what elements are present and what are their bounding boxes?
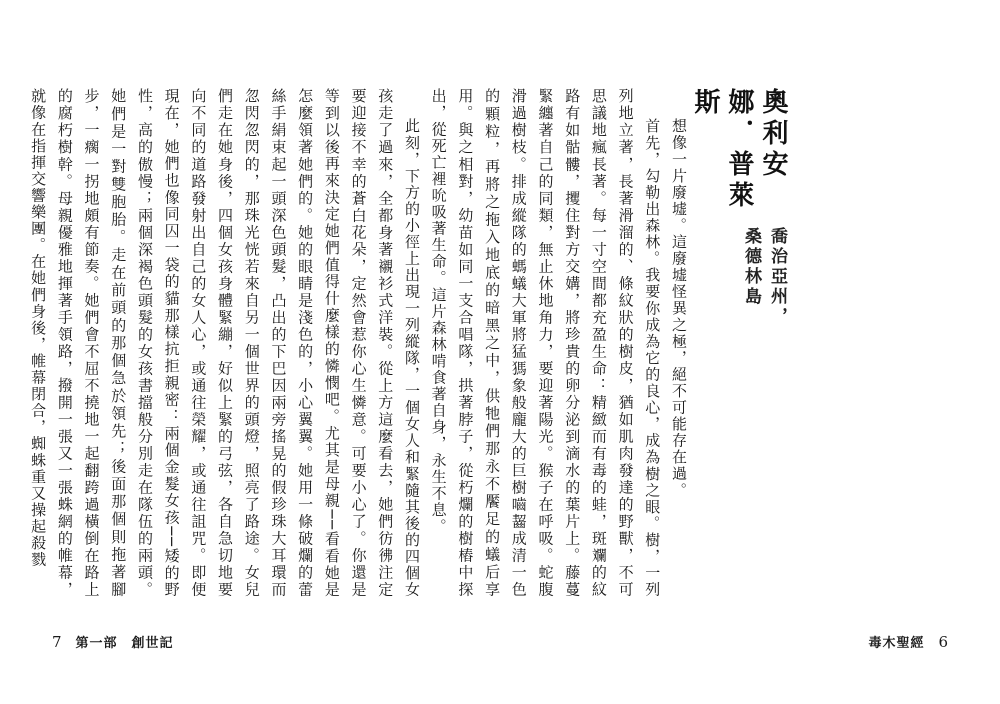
- body-text: [29, 88, 692, 598]
- chapter-subtitle: 喬治亞州，桑德林島: [741, 227, 787, 328]
- paragraph: 首先，勾勒出森林。我要你成為它的良心，成為樹之眼。樹，一列列地立著，長著滑溜的、條紋狀的樹皮，猶如肌肉發達的野獸，不可思議地瘋長著。每一寸空間都充盈生命：精緻而有毒的蛙，斑斕的紋路有如骷髏，攫住對方交媾，將珍貴的卵分泌到滴水的葉片上。藤蔓緊纏著自己的同類，無止休地角力，要迎著陽光。猴子在呼吸。蛇腹滑過樹枝。排成縱隊的螞蟻大軍將猛獁象般龐大的巨樹嚙齧成清一色的顆粒，再將之拖入地底的暗黑之中，供牠們那永不饜足的蟻后享用。與之相對，幼苗如同一支合唱隊，拱著脖子，從朽爛的樹樁中探出，從死亡裡吮吸著生命。這片森林啃食著自身，永生不息。: [429, 88, 662, 598]
- right-running-head: 毒木聖經: [868, 636, 925, 651]
- chapter-heading: [688, 88, 790, 328]
- right-page-footer: [868, 632, 948, 651]
- paragraph: 此刻，下方的小徑上出現一列縱隊，一個女人和緊隨其後的四個女孩走了過來，全都身著襯衫式洋裝。從上方這麼看去，她們彷彿注定要迎接不幸的蒼白花朵，定然會惹你心生憐意。可要小心了。你還是等到以後再來決定她們值得什麼樣的憐憫吧。尤其是母親──看看她是怎麼領著她們的。她的眼睛是淺色的，小心翼翼。她用一條破爛的蕾絲手絹束起一頭深色頭髮，凸出的下巴因兩旁搖晃的假珍珠大耳環而忽閃忽閃的，那珠光恍若來自另一個世界的頭燈，照亮了路途。女兒們走在她身後，四個女孩身體緊繃，好似上緊的弓弦，各自急切地要向不同的道路發射出自己的女人心，或通往榮耀，或通往詛咒。即便現在，她們也像同囚一袋的貓那樣抗拒親密：兩個金髮女孩──矮的野性，高的傲慢；兩個深褐色頭髮的女孩書擋般分別走在隊伍的兩頭。她們是一對雙胞胎。走在前頭的那個急於領先；後面那個則拖著腳步，一瘸一拐地頗有節奏。她們會不屈不撓地一起翻跨過橫倒在路上的腐朽樹幹。母親優雅地揮著手領路，撥開一張又一張蛛網的帷幕，就像在指揮交響樂團。在她們身後，帷幕閉合，蜘蛛重又操起殺戮: [29, 88, 421, 598]
- left-running-head: 第一部 創世記: [75, 636, 174, 651]
- left-page-footer: [52, 632, 174, 651]
- left-page-number: 7: [52, 633, 62, 651]
- paragraph: 想像一片廢墟。這廢墟怪異之極，絕不可能存在過。: [670, 118, 688, 499]
- right-page-number: 6: [938, 633, 948, 651]
- chapter-title: 奧利安娜．普萊斯: [690, 88, 788, 212]
